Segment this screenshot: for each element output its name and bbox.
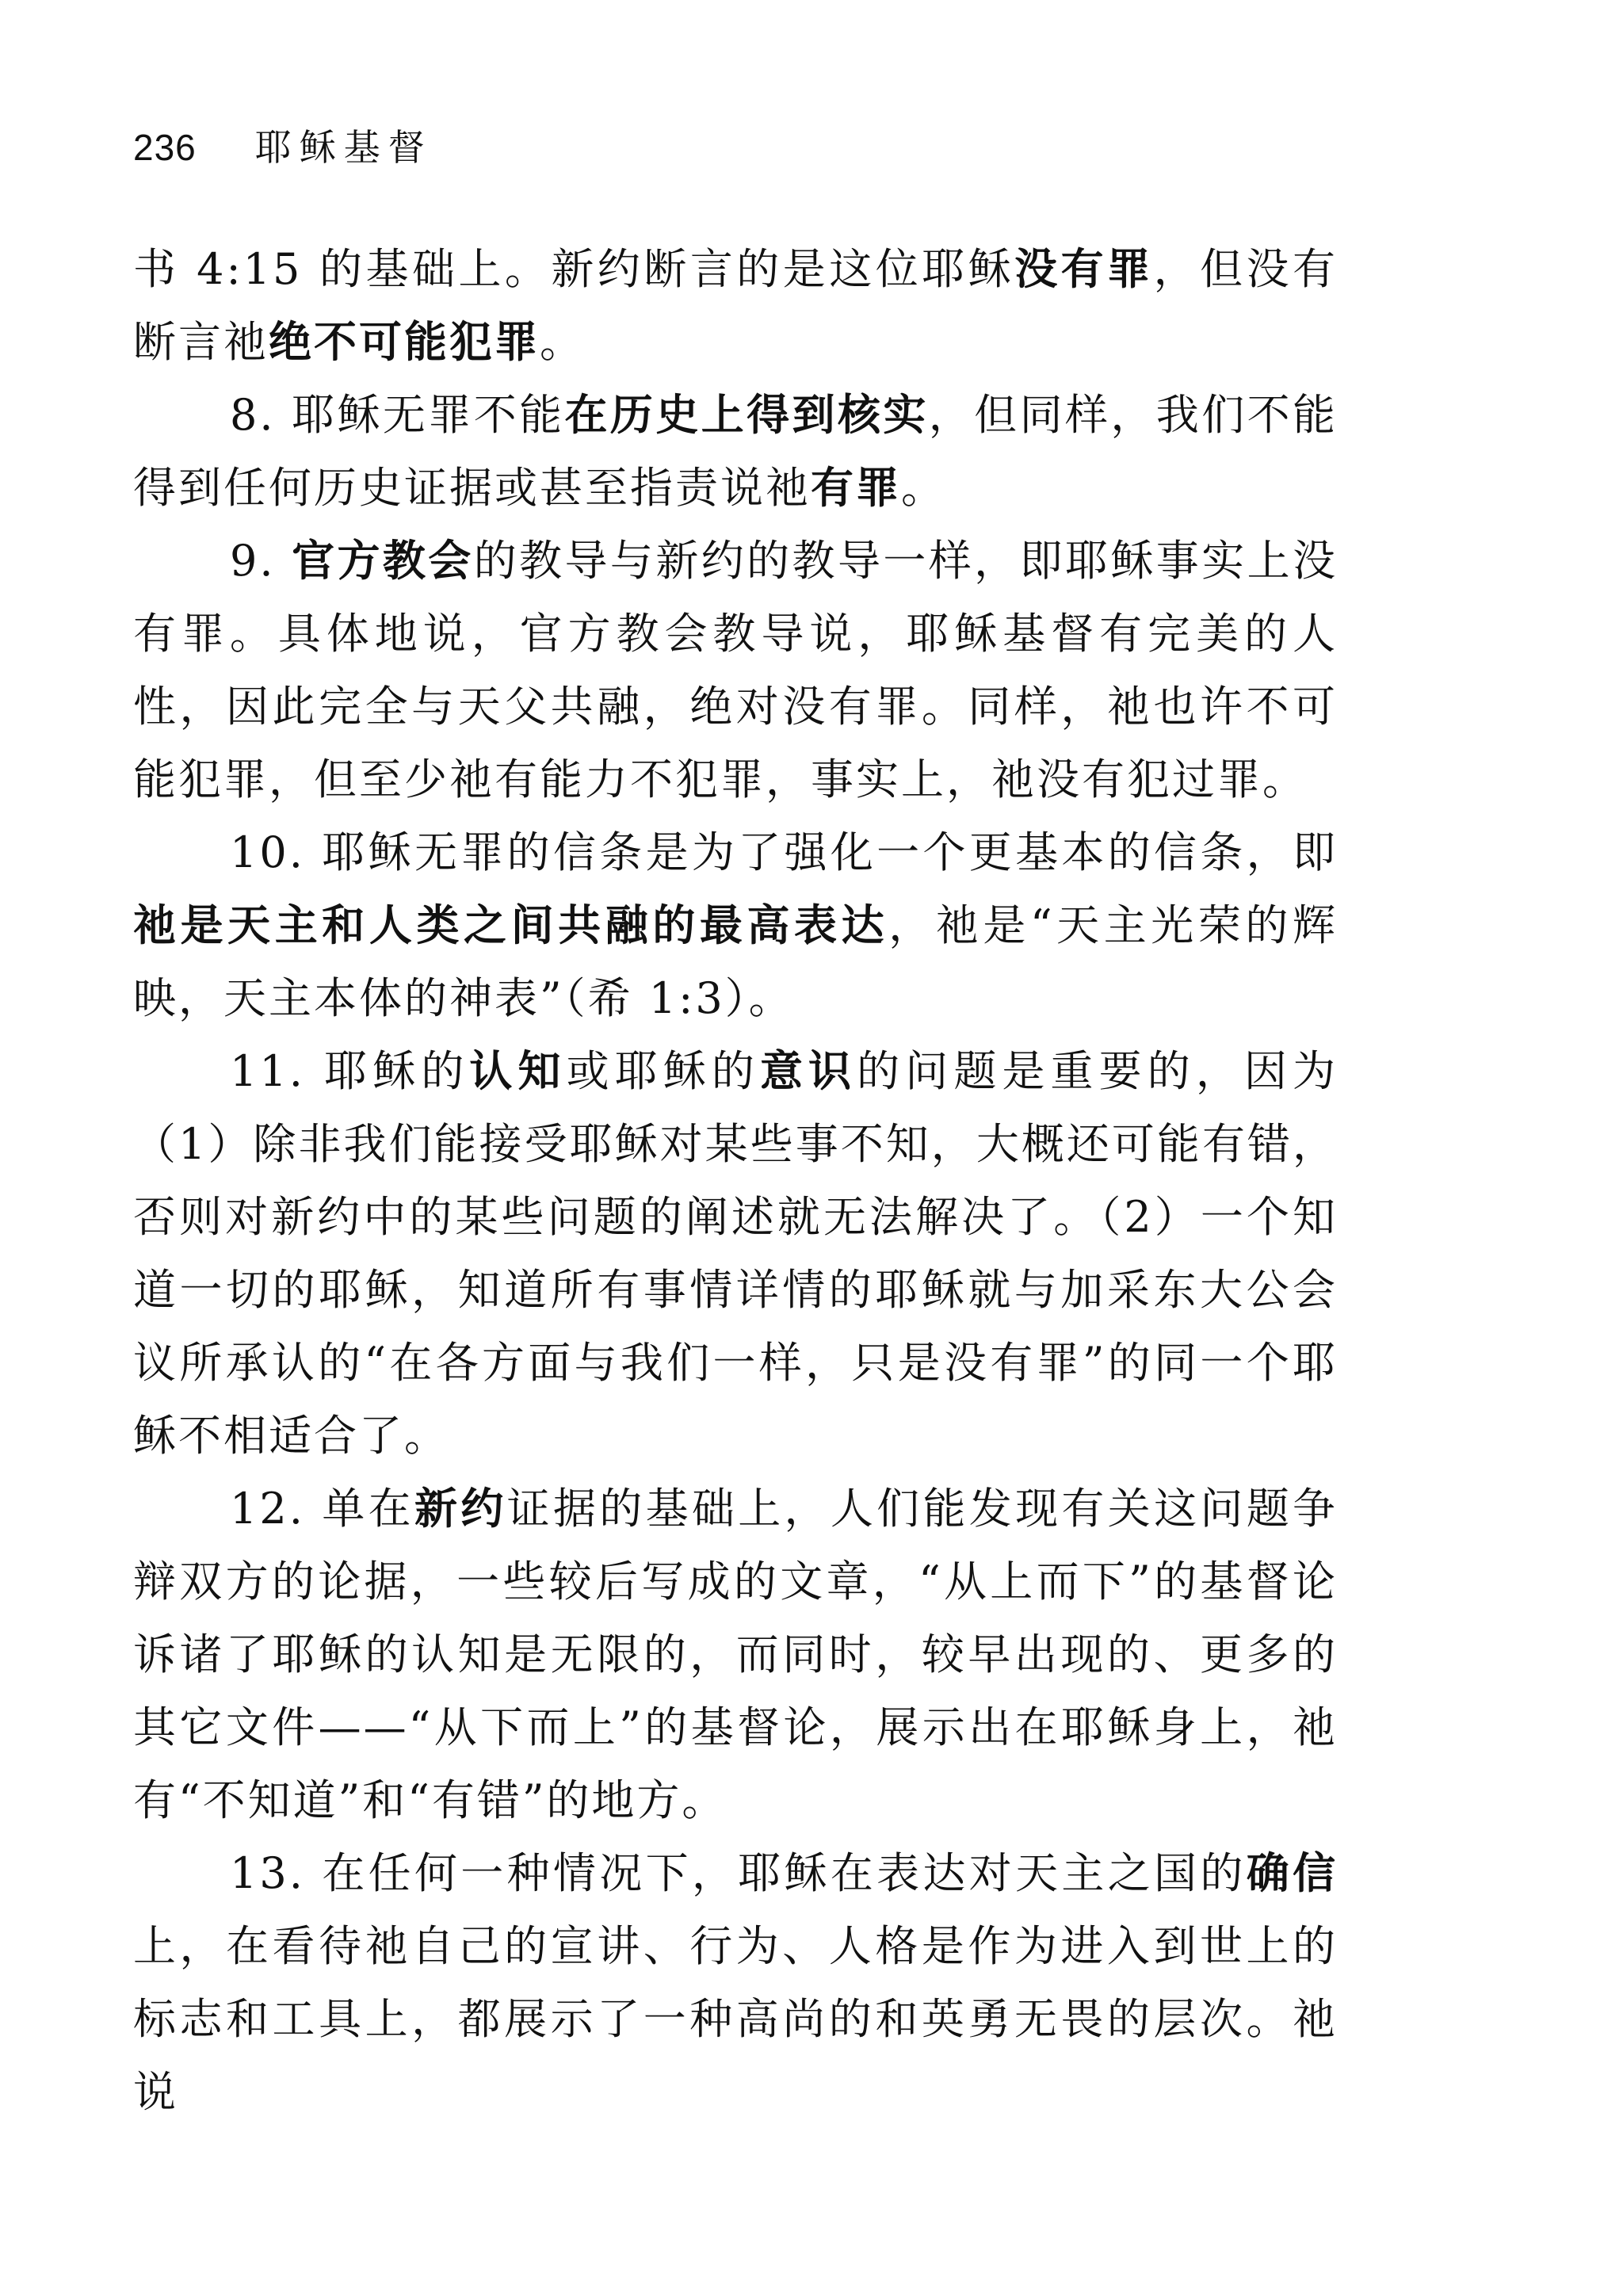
text-run: ，但没有断言祂 [133,244,1338,367]
text-run: 的问题是重要的，因为（1）除非我们能接受耶稣对某些事不知，大概还可能有错，否则对新约中的某些问题的阐述就无法解决了。（2）一个知道一切的耶稣，知道所有事情详情的耶稣就与加采东大公会议所承认的“在各方面与我们一样，只是没有罪”的同一个耶稣不相适合了。 [133,1046,1338,1461]
text-run: 证据的基础上，人们能发现有关这问题争辩双方的论据，一些较后写成的文章，“从上而下”的基督论诉诸了耶稣的认知是无限的，而同时，较早出现的、更多的其它文件——“从下而上”的基督论，展示出在耶稣身上，祂有“不知道”和“有错”的地方。 [133,1484,1338,1825]
emphasized-text: 确信 [1246,1848,1338,1898]
text-run: 12. 单在 [230,1484,414,1534]
text-run: 上，在看待祂自己的宣讲、行为、人格是作为进入到世上的标志和工具上，都展示了一种高尚的和英勇无畏的层次。祂说 [133,1921,1338,2117]
text-run: 9. [230,536,292,586]
paragraph-9 [133,525,1338,816]
paragraph-12 [133,1473,1338,1837]
emphasized-text: 意识 [759,1046,857,1096]
page-header [133,119,433,182]
body-text [133,233,1338,2129]
text-run: 10. 耶稣无罪的信条是为了强化一个更基本的信条，即 [230,827,1338,877]
paragraph-10 [133,816,1338,1035]
emphasized-text: 祂是天主和人类之间共融的最高表达 [133,900,889,950]
text-run: 的教导与新约的教导一样，即耶稣事实上没有罪。具体地说，官方教会教导说，耶稣基督有完美的人性，因此完全与天父共融，绝对没有罪。同样，祂也许不可能犯罪，但至少祂有能力不犯罪，事实上，祂没有犯过罪。 [133,536,1338,804]
paragraph-13 [133,1837,1338,2129]
text-run: 8. 耶稣无罪不能 [230,390,565,440]
emphasized-text: 没有罪 [1014,244,1154,294]
emphasized-text: 新约 [414,1484,507,1534]
paragraph-8 [133,379,1338,525]
emphasized-text: 认知 [469,1046,567,1096]
text-run: ，祂是“天主光荣的辉映，天主本体的神表”（希 1:3）。 [133,900,1338,1023]
emphasized-text: 在历史上得到核实 [564,390,929,440]
paragraph-11 [133,1035,1338,1473]
paragraph-continuation [133,233,1338,379]
emphasized-text: 有罪 [811,463,901,513]
text-run: ，但同样，我们不能得到任何历史证据或甚至指责说祂 [133,390,1338,513]
running-title: 耶稣基督 [254,126,433,169]
page-number: 236 [133,127,197,168]
emphasized-text: 官方教会 [292,536,474,586]
text-run: 。 [540,317,585,367]
text-run: 13. 在任何一种情况下，耶稣在表达对天主之国的 [230,1848,1247,1898]
text-run: 书 4:15 的基础上。新约断言的是这位耶稣 [133,244,1015,294]
text-run: 11. 耶稣的 [230,1046,470,1096]
text-run: 或耶稣的 [566,1046,760,1096]
text-run: 。 [901,463,946,513]
emphasized-text: 绝不可能犯罪 [269,317,540,367]
